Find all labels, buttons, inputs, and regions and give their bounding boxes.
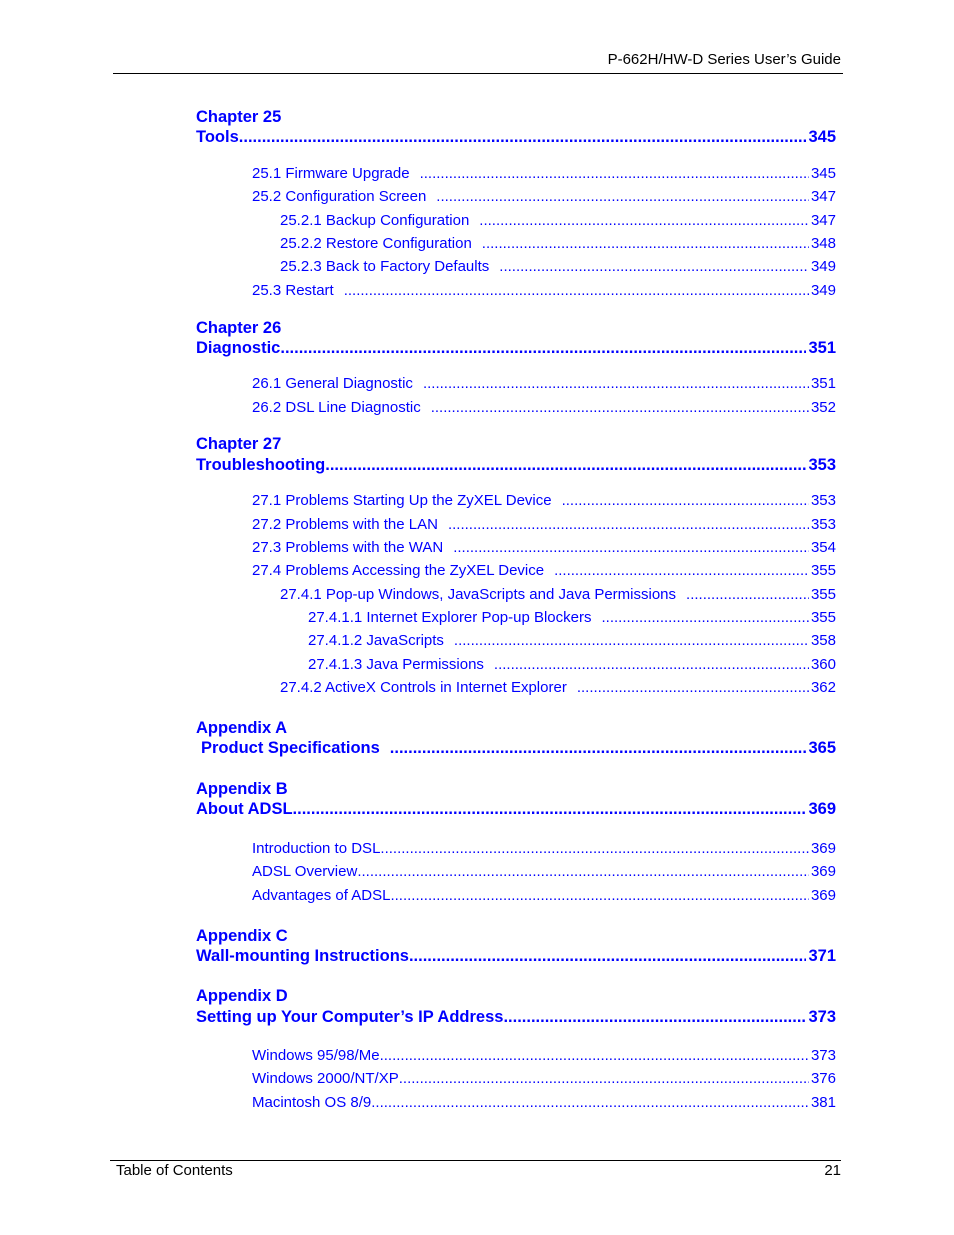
toc-entry-page: 369 (810, 863, 836, 880)
leader-dots (577, 679, 809, 697)
leader-dots (390, 738, 807, 758)
toc-entry-25-2[interactable] (252, 188, 836, 206)
toc-entry-text: 27.1 Problems Starting Up the ZyXEL Device (252, 492, 552, 509)
toc-entry-page: 355 (810, 586, 836, 603)
leader-dots (371, 1094, 809, 1112)
leader-dots (499, 258, 809, 276)
leader-dots (503, 1007, 806, 1027)
toc-entry-text: 27.4.1.2 JavaScripts (308, 632, 444, 649)
toc-entry-advantages-of-adsl[interactable] (252, 887, 836, 905)
toc-chapter-27-troubleshooting[interactable] (196, 455, 836, 475)
toc-entry-page: 376 (810, 1070, 836, 1087)
toc-entry-page: 362 (810, 679, 836, 696)
toc-entry-text: 27.2 Problems with the LAN (252, 516, 438, 533)
header-rule (113, 73, 843, 74)
toc-page: 373 (808, 1008, 836, 1026)
leader-dots (562, 492, 809, 510)
toc-entry-27-4-1-3[interactable] (308, 656, 836, 674)
leader-dots (436, 188, 809, 206)
toc-entry-text: 27.4 Problems Accessing the ZyXEL Device (252, 562, 545, 579)
toc-entry-page: 352 (810, 399, 836, 416)
toc-entry-text: Windows 2000/NT/XP (252, 1070, 399, 1087)
toc-entry-text: 27.4.2 ActiveX Controls in Internet Explorer (280, 679, 567, 696)
toc-appendix-b-about-adsl[interactable] (196, 799, 836, 819)
leader-dots (479, 212, 809, 230)
leader-dots (431, 399, 809, 417)
toc-page: 345 (808, 128, 836, 146)
toc-entry-25-2-1[interactable] (280, 212, 836, 230)
leader-dots (380, 840, 809, 858)
toc-entry-windows-95-98-me[interactable] (252, 1047, 836, 1065)
toc-entry-27-4-1-1[interactable] (308, 609, 836, 627)
toc-entry-text: 25.1 Firmware Upgrade (252, 165, 410, 182)
toc-entry-text: 25.3 Restart (252, 282, 334, 299)
toc-appendix-a-product-specifications[interactable] (201, 738, 836, 758)
toc-title: About ADSL (196, 800, 293, 818)
toc-entry-27-4-1-2[interactable] (308, 632, 836, 650)
leader-dots (239, 127, 807, 147)
toc-entry-text: 26.1 General Diagnostic (252, 375, 413, 392)
toc-entry-26-2[interactable] (252, 399, 836, 417)
toc-entry-page: 369 (810, 887, 836, 904)
toc-page: 353 (808, 456, 836, 474)
toc-title: Setting up Your Computer’s IP Address (196, 1008, 504, 1026)
toc-entry-page: 349 (810, 282, 836, 299)
toc-entry-text: 25.2.3 Back to Factory Defaults (280, 258, 490, 275)
toc-entry-25-1[interactable] (252, 165, 836, 183)
leader-dots (325, 455, 806, 475)
toc-entry-page: 351 (810, 375, 836, 392)
toc-entry-adsl-overview[interactable] (252, 863, 836, 881)
toc-entry-text: 27.4.1.3 Java Permissions (308, 656, 484, 673)
leader-dots (420, 165, 809, 183)
toc-entry-text: Windows 95/98/Me (252, 1047, 380, 1064)
toc-entry-25-2-3[interactable] (280, 258, 836, 276)
toc-entry-page: 360 (810, 656, 836, 673)
leader-dots (409, 946, 807, 966)
toc-entry-26-1[interactable] (252, 375, 836, 393)
toc-entry-macintosh-os-8-9[interactable] (252, 1094, 836, 1112)
toc-chapter-25-tools[interactable] (196, 127, 836, 147)
toc-entry-page: 354 (810, 539, 836, 556)
leader-dots (448, 516, 809, 534)
toc-page: 371 (808, 947, 836, 965)
toc-entry-27-4-1[interactable] (280, 586, 836, 604)
leader-dots (686, 586, 809, 604)
toc-entry-27-4-2[interactable] (280, 679, 836, 697)
toc-page: 369 (808, 800, 836, 818)
leader-dots (482, 235, 809, 253)
chapter-26-label[interactable]: Chapter 26 (196, 319, 282, 337)
toc-entry-text: Macintosh OS 8/9 (252, 1094, 372, 1111)
toc-entry-text: 27.3 Problems with the WAN (252, 539, 444, 556)
toc-page: 365 (808, 739, 836, 757)
toc-entry-text: 25.2.2 Restore Configuration (280, 235, 472, 252)
toc-entry-27-3[interactable] (252, 539, 836, 557)
toc-entry-text: Introduction to DSL (252, 840, 381, 857)
toc-entry-page: 373 (810, 1047, 836, 1064)
leader-dots (344, 282, 809, 300)
toc-title: Wall-mounting Instructions (196, 947, 409, 965)
toc-title: Diagnostic (196, 339, 281, 357)
footer-page-number: 21 (824, 1162, 841, 1179)
toc-entry-page: 347 (810, 212, 836, 229)
toc-entry-page: 353 (810, 492, 836, 509)
toc-entry-25-2-2[interactable] (280, 235, 836, 253)
leader-dots (454, 632, 809, 650)
leader-dots (554, 562, 809, 580)
toc-appendix-d-ip-address[interactable] (196, 1007, 836, 1027)
toc-title: Troubleshooting (196, 456, 326, 474)
toc-entry-page: 381 (810, 1094, 836, 1111)
appendix-d-label[interactable]: Appendix D (196, 987, 288, 1005)
leader-dots (453, 539, 809, 557)
toc-entry-27-4[interactable] (252, 562, 836, 580)
toc-entry-text: Advantages of ADSL (252, 887, 391, 904)
appendix-a-label[interactable]: Appendix A (196, 719, 288, 737)
footer-section-name: Table of Contents (116, 1162, 233, 1179)
toc-entry-page: 348 (810, 235, 836, 252)
toc-entry-text: 25.2 Configuration Screen (252, 188, 427, 205)
toc-entry-page: 353 (810, 516, 836, 533)
toc-entry-27-1[interactable] (252, 492, 836, 510)
toc-entry-introduction-to-dsl[interactable] (252, 840, 836, 858)
appendix-c-label[interactable]: Appendix C (196, 927, 288, 945)
toc-entry-text: 26.2 DSL Line Diagnostic (252, 399, 421, 416)
leader-dots (423, 375, 809, 393)
toc-entry-page: 358 (810, 632, 836, 649)
toc-entry-windows-2000-nt-xp[interactable] (252, 1070, 836, 1088)
footer-rule (110, 1160, 841, 1161)
toc-entry-text: ADSL Overview (252, 863, 358, 880)
leader-dots (280, 338, 806, 358)
leader-dots (602, 609, 809, 627)
toc-entry-page: 347 (810, 188, 836, 205)
leader-dots (390, 887, 809, 905)
toc-entry-text: 27.4.1.1 Internet Explorer Pop-up Blockers (308, 609, 592, 626)
toc-title: Product Specifications (201, 739, 380, 757)
toc-title: Tools (196, 128, 239, 146)
toc-entry-text: 27.4.1 Pop-up Windows, JavaScripts and Java Permissions (280, 586, 677, 603)
leader-dots (293, 799, 807, 819)
toc-entry-page: 345 (810, 165, 836, 182)
leader-dots (494, 656, 809, 674)
toc-chapter-26-diagnostic[interactable] (196, 338, 836, 358)
toc-entry-25-3[interactable] (252, 282, 836, 300)
toc-entry-27-2[interactable] (252, 516, 836, 534)
leader-dots (399, 1070, 809, 1088)
appendix-b-label[interactable]: Appendix B (196, 780, 288, 798)
leader-dots (380, 1047, 809, 1065)
toc-appendix-c-wall-mounting[interactable] (196, 946, 836, 966)
chapter-25-label[interactable]: Chapter 25 (196, 108, 282, 126)
toc-entry-text: 25.2.1 Backup Configuration (280, 212, 470, 229)
toc-entry-page: 369 (810, 840, 836, 857)
toc-page: 351 (808, 339, 836, 357)
chapter-27-label[interactable]: Chapter 27 (196, 435, 282, 453)
toc-entry-page: 355 (810, 609, 836, 626)
leader-dots (357, 863, 809, 881)
running-header-title: P-662H/HW-D Series User’s Guide (607, 51, 841, 68)
toc-entry-page: 349 (810, 258, 836, 275)
toc-entry-page: 355 (810, 562, 836, 579)
